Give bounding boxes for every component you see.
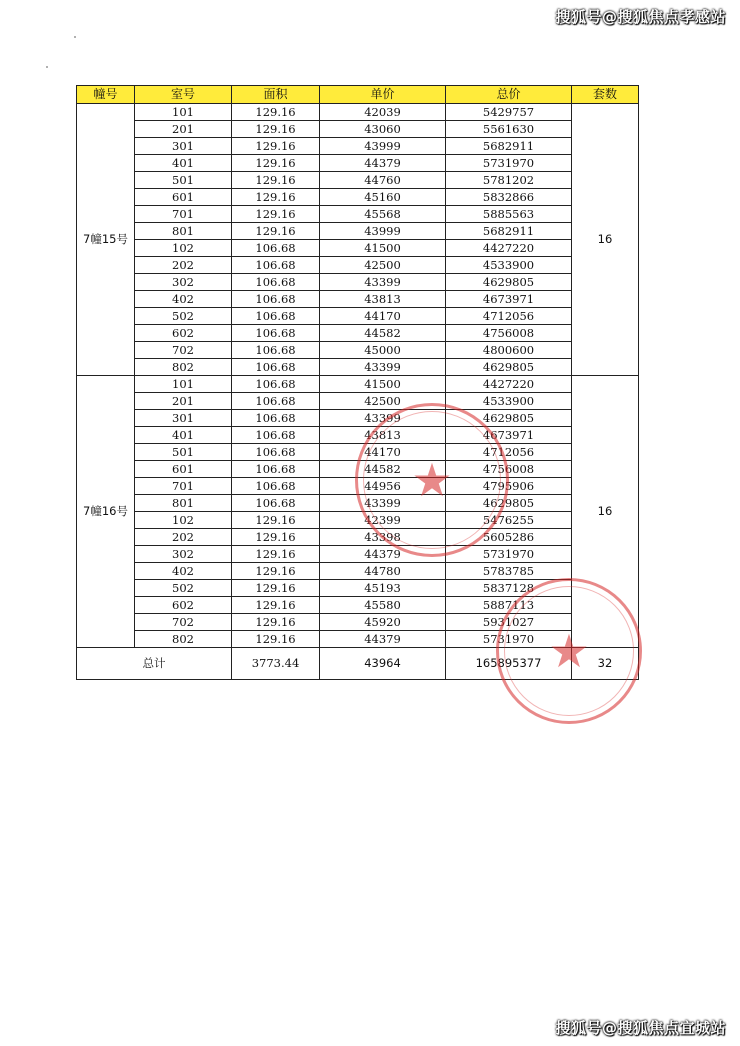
room-cell: 801 <box>135 495 232 512</box>
area-cell: 106.68 <box>232 410 320 427</box>
header-row <box>77 86 639 104</box>
total-count: 32 <box>572 648 639 680</box>
unit-price-cell: 44582 <box>320 325 446 342</box>
unit-price-cell: 43999 <box>320 138 446 155</box>
total-price-cell: 5561630 <box>446 121 572 138</box>
area-cell: 106.68 <box>232 308 320 325</box>
watermark-top: 搜狐号@搜狐焦点孝感站 <box>555 8 726 26</box>
header-area: 面积 <box>232 86 320 104</box>
table-body <box>77 104 639 648</box>
scan-speck <box>46 66 48 68</box>
table-row <box>77 461 639 478</box>
total-price-cell: 4427220 <box>446 376 572 393</box>
total-price-cell: 5682911 <box>446 223 572 240</box>
table-row <box>77 359 639 376</box>
room-cell: 802 <box>135 359 232 376</box>
room-cell: 702 <box>135 614 232 631</box>
star-seal-icon: ★ <box>411 453 453 507</box>
area-cell: 129.16 <box>232 580 320 597</box>
watermark-bottom: 搜狐号@搜狐焦点宜城站 <box>555 1019 726 1037</box>
unit-price-cell: 43399 <box>320 495 446 512</box>
area-cell: 129.16 <box>232 121 320 138</box>
area-cell: 129.16 <box>232 155 320 172</box>
unit-price-cell: 43399 <box>320 359 446 376</box>
area-cell: 106.68 <box>232 240 320 257</box>
area-cell: 129.16 <box>232 563 320 580</box>
table-row <box>77 121 639 138</box>
room-cell: 701 <box>135 206 232 223</box>
table-row <box>77 478 639 495</box>
area-cell: 129.16 <box>232 614 320 631</box>
unit-price-cell: 42399 <box>320 512 446 529</box>
total-price-cell: 5837128 <box>446 580 572 597</box>
table-row <box>77 274 639 291</box>
room-cell: 101 <box>135 376 232 393</box>
unit-price-cell: 44760 <box>320 172 446 189</box>
unit-price-cell: 42039 <box>320 104 446 121</box>
total-price-cell: 4800600 <box>446 342 572 359</box>
total-price-cell: 4629805 <box>446 410 572 427</box>
room-cell: 501 <box>135 444 232 461</box>
header-unit-price: 单价 <box>320 86 446 104</box>
area-cell: 106.68 <box>232 444 320 461</box>
table-row <box>77 376 639 393</box>
table-row <box>77 410 639 427</box>
area-cell: 129.16 <box>232 529 320 546</box>
table-row <box>77 580 639 597</box>
table-row <box>77 308 639 325</box>
unit-price-cell: 43399 <box>320 410 446 427</box>
table-row <box>77 104 639 121</box>
total-price-cell: 5731970 <box>446 546 572 563</box>
table-row <box>77 563 639 580</box>
total-price-cell: 5429757 <box>446 104 572 121</box>
area-cell: 106.68 <box>232 359 320 376</box>
area-cell: 129.16 <box>232 172 320 189</box>
area-cell: 106.68 <box>232 274 320 291</box>
unit-price-cell: 44780 <box>320 563 446 580</box>
total-price-cell: 4756008 <box>446 461 572 478</box>
room-cell: 402 <box>135 563 232 580</box>
room-cell: 401 <box>135 155 232 172</box>
area-cell: 129.16 <box>232 104 320 121</box>
room-cell: 502 <box>135 308 232 325</box>
unit-price-cell: 43813 <box>320 291 446 308</box>
unit-price-cell: 45920 <box>320 614 446 631</box>
total-price-cell: 4629805 <box>446 359 572 376</box>
unit-price-cell: 43398 <box>320 529 446 546</box>
total-row <box>77 648 639 680</box>
total-price-cell: 4629805 <box>446 495 572 512</box>
table-row <box>77 631 639 648</box>
room-cell: 802 <box>135 631 232 648</box>
total-unit-price: 43964 <box>320 648 446 680</box>
unit-price-cell: 44582 <box>320 461 446 478</box>
area-cell: 106.68 <box>232 495 320 512</box>
table-row <box>77 291 639 308</box>
count-cell: 16 <box>572 104 639 376</box>
total-price-cell: 4533900 <box>446 257 572 274</box>
area-cell: 129.16 <box>232 189 320 206</box>
header-room: 室号 <box>135 86 232 104</box>
unit-price-cell: 44170 <box>320 444 446 461</box>
table-row <box>77 189 639 206</box>
unit-price-cell: 45000 <box>320 342 446 359</box>
table-row <box>77 614 639 631</box>
area-cell: 129.16 <box>232 206 320 223</box>
area-cell: 106.68 <box>232 393 320 410</box>
unit-price-cell: 43060 <box>320 121 446 138</box>
total-label: 总计 <box>77 648 232 680</box>
scan-speck <box>74 36 76 38</box>
area-cell: 106.68 <box>232 257 320 274</box>
table-row <box>77 206 639 223</box>
unit-price-cell: 44379 <box>320 155 446 172</box>
star-seal-icon: ★ <box>548 624 590 678</box>
table-row <box>77 427 639 444</box>
room-cell: 201 <box>135 121 232 138</box>
area-cell: 129.16 <box>232 223 320 240</box>
total-price-cell: 5885563 <box>446 206 572 223</box>
room-cell: 602 <box>135 597 232 614</box>
total-price-cell: 4533900 <box>446 393 572 410</box>
unit-price-cell: 41500 <box>320 240 446 257</box>
table-row <box>77 512 639 529</box>
table-row <box>77 495 639 512</box>
unit-price-cell: 43999 <box>320 223 446 240</box>
room-cell: 702 <box>135 342 232 359</box>
total-price-cell: 4427220 <box>446 240 572 257</box>
room-cell: 801 <box>135 223 232 240</box>
room-cell: 402 <box>135 291 232 308</box>
total-price-cell: 5931027 <box>446 614 572 631</box>
count-cell: 16 <box>572 376 639 648</box>
area-cell: 106.68 <box>232 427 320 444</box>
total-price-cell: 4712056 <box>446 444 572 461</box>
total-price-cell: 5887113 <box>446 597 572 614</box>
area-cell: 106.68 <box>232 325 320 342</box>
header-building: 幢号 <box>77 86 135 104</box>
price-table <box>76 85 639 680</box>
room-cell: 301 <box>135 410 232 427</box>
unit-price-cell: 45160 <box>320 189 446 206</box>
total-price-cell: 5731970 <box>446 155 572 172</box>
area-cell: 106.68 <box>232 376 320 393</box>
table-row <box>77 546 639 563</box>
total-area: 3773.44 <box>232 648 320 680</box>
area-cell: 106.68 <box>232 461 320 478</box>
total-total-price: 165895377 <box>446 648 572 680</box>
total-price-cell: 5731970 <box>446 631 572 648</box>
total-price-cell: 5832866 <box>446 189 572 206</box>
room-cell: 102 <box>135 512 232 529</box>
unit-price-cell: 43813 <box>320 427 446 444</box>
area-cell: 129.16 <box>232 631 320 648</box>
building-cell: 7幢16号 <box>77 376 135 648</box>
table-row <box>77 223 639 240</box>
area-cell: 106.68 <box>232 342 320 359</box>
table-row <box>77 597 639 614</box>
unit-price-cell: 45193 <box>320 580 446 597</box>
area-cell: 129.16 <box>232 138 320 155</box>
room-cell: 302 <box>135 546 232 563</box>
table-row <box>77 172 639 189</box>
room-cell: 302 <box>135 274 232 291</box>
table-row <box>77 342 639 359</box>
table-row <box>77 444 639 461</box>
room-cell: 401 <box>135 427 232 444</box>
total-price-cell: 5605286 <box>446 529 572 546</box>
area-cell: 106.68 <box>232 478 320 495</box>
room-cell: 701 <box>135 478 232 495</box>
room-cell: 202 <box>135 257 232 274</box>
total-price-cell: 5476255 <box>446 512 572 529</box>
room-cell: 202 <box>135 529 232 546</box>
table-row <box>77 240 639 257</box>
unit-price-cell: 41500 <box>320 376 446 393</box>
building-cell: 7幢15号 <box>77 104 135 376</box>
table-row <box>77 529 639 546</box>
area-cell: 106.68 <box>232 291 320 308</box>
room-cell: 601 <box>135 189 232 206</box>
room-cell: 501 <box>135 172 232 189</box>
area-cell: 129.16 <box>232 597 320 614</box>
unit-price-cell: 42500 <box>320 257 446 274</box>
area-cell: 129.16 <box>232 546 320 563</box>
room-cell: 602 <box>135 325 232 342</box>
table-row <box>77 138 639 155</box>
table-row <box>77 257 639 274</box>
total-price-cell: 5781202 <box>446 172 572 189</box>
unit-price-cell: 45580 <box>320 597 446 614</box>
table-row <box>77 155 639 172</box>
total-price-cell: 4756008 <box>446 325 572 342</box>
room-cell: 201 <box>135 393 232 410</box>
unit-price-cell: 44170 <box>320 308 446 325</box>
total-price-cell: 4795906 <box>446 478 572 495</box>
room-cell: 601 <box>135 461 232 478</box>
unit-price-cell: 44379 <box>320 546 446 563</box>
total-price-cell: 5783785 <box>446 563 572 580</box>
total-price-cell: 4629805 <box>446 274 572 291</box>
unit-price-cell: 45568 <box>320 206 446 223</box>
total-price-cell: 4673971 <box>446 291 572 308</box>
unit-price-cell: 44379 <box>320 631 446 648</box>
unit-price-cell: 44956 <box>320 478 446 495</box>
room-cell: 502 <box>135 580 232 597</box>
room-cell: 101 <box>135 104 232 121</box>
table-row <box>77 393 639 410</box>
unit-price-cell: 43399 <box>320 274 446 291</box>
header-total-price: 总价 <box>446 86 572 104</box>
area-cell: 129.16 <box>232 512 320 529</box>
header-count: 套数 <box>572 86 639 104</box>
total-price-cell: 4712056 <box>446 308 572 325</box>
total-price-cell: 5682911 <box>446 138 572 155</box>
room-cell: 102 <box>135 240 232 257</box>
room-cell: 301 <box>135 138 232 155</box>
table-row <box>77 325 639 342</box>
total-price-cell: 4673971 <box>446 427 572 444</box>
unit-price-cell: 42500 <box>320 393 446 410</box>
